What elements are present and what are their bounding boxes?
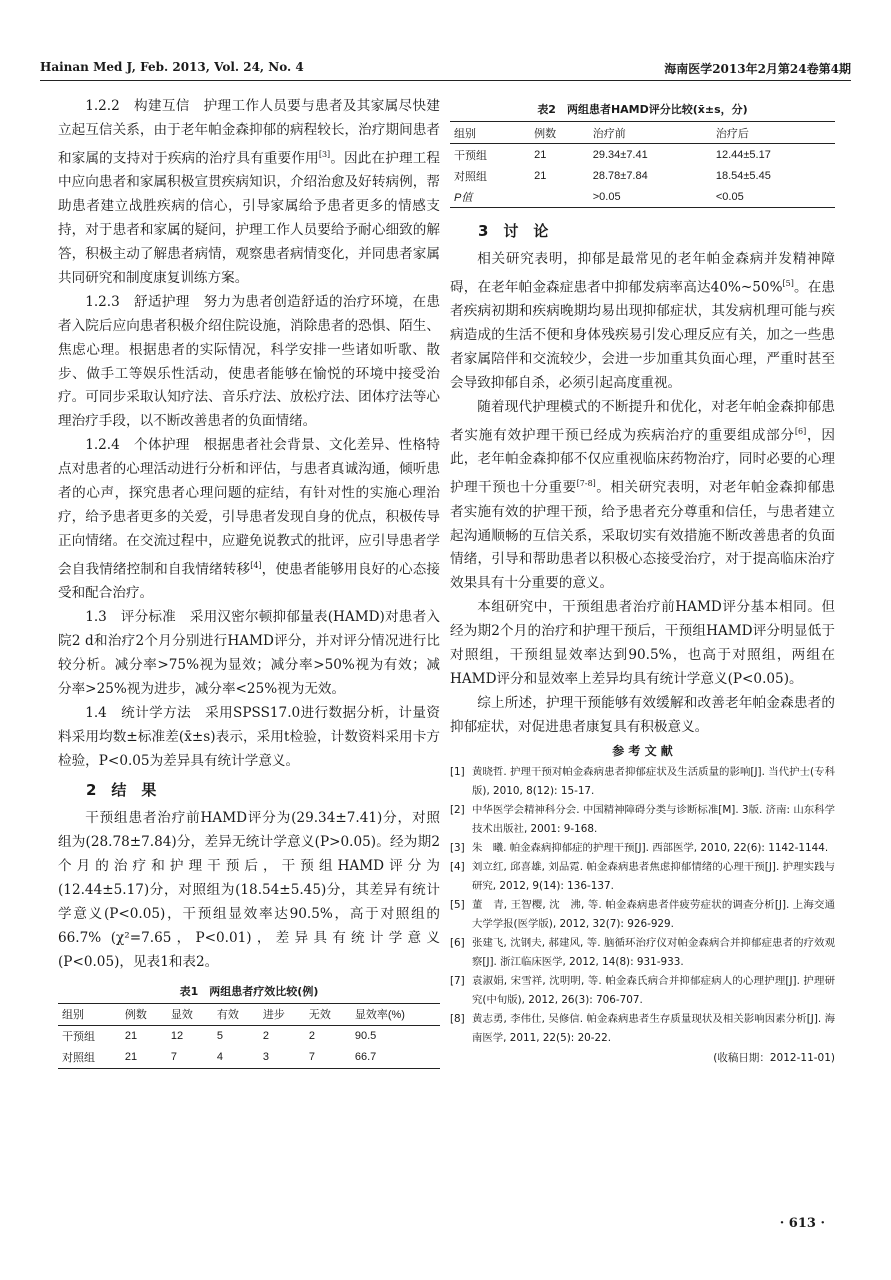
table-cell: 干预组 xyxy=(454,149,487,162)
table-cell: 对照组 xyxy=(454,170,487,183)
table-cell: >0.05 xyxy=(592,190,621,203)
table-1-caption: 表1 两组患者疗效比较(例) xyxy=(179,984,319,998)
table-cell: 21 xyxy=(124,1030,138,1043)
paragraph-1-2-3: 1.2.3 舒适护理 努力为患者创造舒适的治疗环境，在患者入院后应向患者积极介绍住院设施，消除患者的恐惧、陌生、焦虑心理。根据患者的实际情况，科学安排一些诸如听歌、散步、做手工等娱乐性活动，使患者能够在愉悦的环境中接受治疗。可同步采取认知疗法、音乐疗法、放松疗法、团体疗法等心理治疗手段，以不断改善患者的负面情绪。 xyxy=(58,293,440,430)
results-paragraph: 干预组患者治疗前HAMD评分为(29.34±7.41)分，对照组为(28.78±7.84)分，差异无统计学意义(P>0.05)。经为期2个月的治疗和护理干预后，干预组HAMD评分为(12.44±5.17)分，对照组为(18.54±5.45)分，其差异有统计学意义(P<0.05)，干预组显效率达90.5%，高于对照组的66.7% (χ²=7.65，P<0.01)，差异具有统计学意义(P<0.05)，见表1和表2。 xyxy=(58,810,440,970)
table-header-cell: 治疗前 xyxy=(592,127,626,140)
reference-item xyxy=(450,839,835,858)
reference-item xyxy=(450,1010,835,1048)
reference-number: [7] xyxy=(450,974,465,987)
reference-text: 刘立红, 邱喜雄, 刘品霓. 帕金森病患者焦虑抑郁情绪的心理干预[J]. 护理实践与研究, 2012, 9(14): 136-137. xyxy=(472,860,835,892)
received-date: (收稿日期：2012-11-01) xyxy=(713,1051,835,1064)
table-cell: 7 xyxy=(170,1051,177,1064)
reference-item xyxy=(450,763,835,801)
table-cell: 3 xyxy=(262,1051,269,1064)
reference-item xyxy=(450,934,835,972)
paragraph-1-2-2: 1.2.2 构建互信 护理工作人员要与患者及其家属尽快建立起互信关系，由于老年帕金森抑郁的病程较长，治疗期间患者和家属的支持对于疾病的治疗具有重要作用[3]。因此在护理工程中应向患者和家属积极宣贯疾病知识，介绍治愈及好转病例，帮助患者建立战胜疾病的信心，引导家属给予患者更多的情感支持，对于患者和家属的疑问，护理工作人员要给予耐心细致的解答，积极主动了解患者病情，观察患者病情变化，并同患者家属共同研究和制度康复训练方案。 xyxy=(58,98,441,286)
table-header-cell: 显效率(%) xyxy=(354,1009,405,1022)
table-2 xyxy=(450,121,835,208)
reference-text: 张建飞, 沈钢夫, 郝建风, 等. 脑循环治疗仪对帕金森病合并抑郁症患者的疗效观察[J]. 浙江临床医学, 2012, 14(8): 931-933. xyxy=(472,936,835,968)
table-row xyxy=(58,1025,440,1047)
table-header-cell: 组别 xyxy=(454,127,476,140)
table-2-caption: 表2 两组患者HAMD评分比较(x̄±s，分) xyxy=(537,103,748,116)
paragraph-1-2-4: 1.2.4 个体护理 根据患者社会背景、文化差异、性格特点对患者的心理活动进行分析和评估，与患者真诚沟通，倾听患者的心声，探究患者心理问题的症结，有针对性的实施心理治疗，给予患者更多的关爱，引导患者发现自身的优点，积极传导正向情绪。在交流过程中，应避免说教式的批评，应引导患者学会自我情绪控制和自我情绪转移[4]，使患者能够用良好的心态接受和配合治疗。 xyxy=(58,437,441,602)
reference-item xyxy=(450,972,835,1010)
table-cell: 4 xyxy=(216,1051,223,1064)
discussion-paragraph-3: 本组研究中，干预组患者治疗前HAMD评分基本相同。但经为期2个月的治疗和护理干预后，干预组HAMD评分明显低于对照组，干预组显效率达到90.5%，也高于对照组，两组在HAMD评分和显效率上差异均具有统计学意义(P<0.05)。 xyxy=(450,599,835,687)
reference-text: 董 青, 王智樱, 沈 沸, 等. 帕金森病患者伴疲劳症状的调查分析[J]. 上海交通大学学报(医学版), 2012, 32(7): 926-929. xyxy=(472,898,835,930)
table-cell: 12.44±5.17 xyxy=(715,148,771,161)
table-cell: 21 xyxy=(534,148,547,161)
table-row xyxy=(58,1047,440,1069)
journal-header-cn: 海南医学2013年2月第24卷第4期 xyxy=(664,62,851,76)
table-cell: 21 xyxy=(534,169,547,182)
table-header-cell: 显效 xyxy=(170,1009,193,1022)
table-header-cell: 例数 xyxy=(124,1009,147,1022)
table-header-cell: 治疗后 xyxy=(715,127,749,140)
reference-list xyxy=(450,763,835,1048)
reference-number: [2] xyxy=(450,803,465,816)
paragraph-1-4: 1.4 统计学方法 采用SPSS17.0进行数据分析，计量资料采用均数±标准差(x̄±s)表示，采用t检验，计数资料采用卡方检验，P<0.05为差异具有统计学意义。 xyxy=(58,704,440,769)
reference-number: [3] xyxy=(450,841,465,854)
reference-text: 中华医学会精神科分会. 中国精神障碍分类与诊断标准[M]. 3版. 济南: 山东科学技术出版社, 2001: 9-168. xyxy=(472,803,835,835)
table-cell: 21 xyxy=(124,1051,138,1064)
section-2-heading: 2 结 果 xyxy=(86,781,157,800)
table-cell: P值 xyxy=(454,191,473,204)
reference-text: 黄志勇, 李伟仕, 吴修信. 帕金森病患者生存质量现状及相关影响因素分析[J]. 海南医学, 2011, 22(5): 20-22. xyxy=(472,1012,835,1044)
reference-number: [4] xyxy=(450,860,465,873)
reference-text: 袁淑娟, 宋雪祥, 沈明明, 等. 帕金森氏病合并抑郁症病人的心理护理[J]. 护理研究(中旬版), 2012, 26(3): 706-707. xyxy=(472,974,835,1006)
right-column xyxy=(450,95,835,1065)
table-row xyxy=(450,186,835,208)
journal-header-en: Hainan Med J, Feb. 2013, Vol. 24, No. 4 xyxy=(40,60,304,74)
table-cell: 对照组 xyxy=(62,1052,95,1065)
reference-number: [6] xyxy=(450,936,465,949)
table-header-cell: 无效 xyxy=(308,1009,331,1022)
reference-number: [1] xyxy=(450,765,465,778)
table-cell: 2 xyxy=(262,1030,269,1043)
table-cell: 29.34±7.41 xyxy=(592,148,648,161)
conclusion-paragraph: 综上所述，护理干预能够有效缓解和改善老年帕金森患者的抑郁症状，对促进患者康复具有积极意义。 xyxy=(450,694,835,735)
table-header-cell: 进步 xyxy=(262,1009,285,1022)
table-cell: 66.7 xyxy=(354,1051,377,1064)
table-cell: 2 xyxy=(308,1030,315,1043)
discussion-paragraph-1: 相关研究表明，抑郁是最常见的老年帕金森病并发精神障碍，在老年帕金森症患者中抑郁发病率高达40%~50%[5]。在患者疾病初期和疾病晚期均易出现抑郁症状，其发病机理可能与疾病造成的生活不便和身体残疾易引发心理反应有关，加之一些患者家属陪伴和交流较少，会进一步加重其负面心理，严重时甚至会导致抑郁自杀，必须引起高度重视。 xyxy=(450,251,836,392)
reference-text: 黄晓哲. 护理干预对帕金森病患者抑郁症状及生活质量的影响[J]. 当代护士(专科版), 2010, 8(12): 15-17. xyxy=(472,765,835,797)
table-cell: 12 xyxy=(170,1030,184,1043)
table-row xyxy=(450,165,835,186)
reference-item xyxy=(450,801,835,839)
section-3-heading: 3 讨 论 xyxy=(478,222,549,240)
references-heading: 参 考 文 献 xyxy=(612,743,673,758)
reference-item xyxy=(450,858,835,896)
running-header xyxy=(40,58,851,81)
table-cell: 7 xyxy=(308,1051,315,1064)
table-cell xyxy=(530,186,589,208)
reference-item xyxy=(450,896,835,934)
table-header-cell: 例数 xyxy=(534,127,557,140)
left-column xyxy=(58,95,440,1069)
table-header-cell: 有效 xyxy=(216,1009,239,1022)
table-cell: 5 xyxy=(216,1030,223,1043)
paragraph-1-3: 1.3 评分标准 采用汉密尔顿抑郁量表(HAMD)对患者入院2 d和治疗2个月分别进行HAMD评分，并对评分情况进行比较分析。减分率>75%视为显效；减分率>50%视为有效；减分率>25%视为进步，减分率<25%视为无效。 xyxy=(58,609,440,697)
table-row xyxy=(450,144,835,166)
table-cell: 90.5 xyxy=(354,1030,377,1043)
table-cell: 干预组 xyxy=(62,1031,95,1044)
page-number: · 613 · xyxy=(779,1216,825,1231)
table-cell: 18.54±5.45 xyxy=(715,169,771,182)
table-header-cell: 组别 xyxy=(62,1009,84,1022)
reference-text: 朱 曦. 帕金森病抑郁症的护理干预[J]. 西部医学, 2010, 22(6): 1142-1144. xyxy=(472,841,829,854)
reference-number: [8] xyxy=(450,1012,465,1025)
reference-number: [5] xyxy=(450,898,465,911)
table-cell: 28.78±7.84 xyxy=(592,169,648,182)
table-1 xyxy=(58,1003,440,1069)
discussion-paragraph-2: 随着现代护理模式的不断提升和优化，对老年帕金森抑郁患者实施有效护理干预已经成为疾病治疗的重要组成部分[6]，因此，老年帕金森抑郁不仅应重视临床药物治疗，同时必要的心理护理干预也十分重要[7-8]。相关研究表明，对老年帕金森抑郁患者实施有效的护理干预，给予患者充分尊重和信任，与患者建立起沟通顺畅的互信关系，采取切实有效措施不断改善患者的负面情绪，引导和帮助患者以积极心态接受治疗，对于提高临床治疗效果具有十分重要的意义。 xyxy=(450,398,836,592)
table-cell: <0.05 xyxy=(715,190,744,203)
